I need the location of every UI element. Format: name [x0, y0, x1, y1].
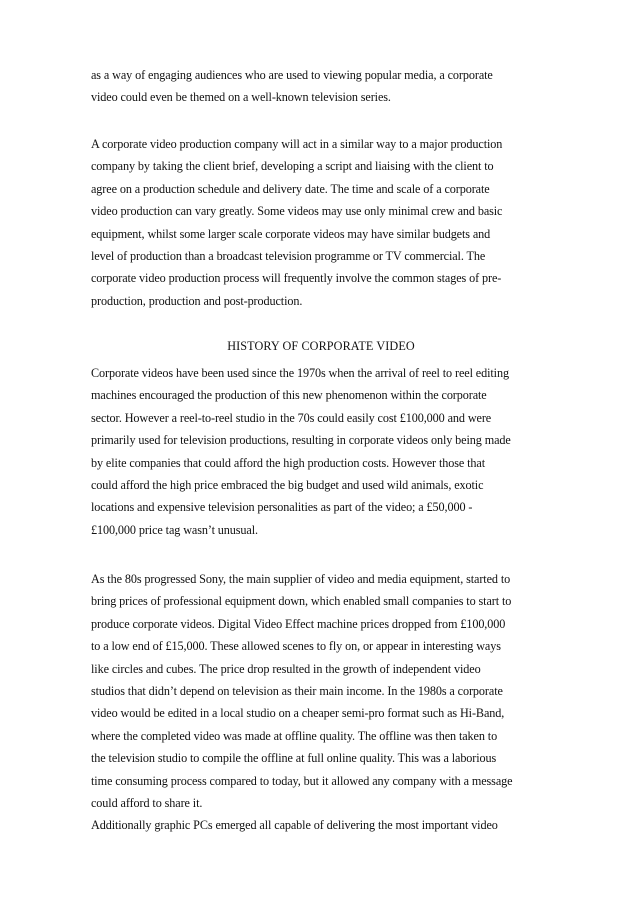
text-line: bring prices of professional equipment down, which enabled small companies to start to [91, 594, 512, 609]
text-line: production, production and post-production. [91, 293, 303, 308]
text-line: primarily used for television productions, resulting in corporate videos only being made [91, 433, 511, 448]
paragraph-production-company [91, 133, 551, 312]
text-line: where the completed video was made at offline quality. The offline was then taken to [91, 728, 498, 743]
paragraph-history-1970s [91, 362, 551, 541]
text-line: video could even be themed on a well-known television series. [91, 90, 391, 105]
text-line: Additionally graphic PCs emerged all capable of delivering the most important video [91, 818, 498, 833]
text-line: equipment, whilst some larger scale corporate videos may have similar budgets and [91, 226, 491, 241]
text-line: video would be edited in a local studio on a cheaper semi-pro format such as Hi-Band, [91, 706, 505, 721]
text-line: the television studio to compile the offline at full online quality. This was a laborious [91, 751, 497, 766]
text-line: to a low end of £15,000. These allowed scenes to fly on, or appear in interesting ways [91, 639, 501, 654]
text-line: As the 80s progressed Sony, the main supplier of video and media equipment, started to [91, 572, 511, 586]
text-line: Corporate videos have been used since the 1970s when the arrival of reel to reel editing [91, 366, 509, 380]
paragraph-intro-continued [91, 64, 551, 109]
text-line: time consuming process compared to today, but it allowed any company with a message [91, 773, 513, 788]
text-line: produce corporate videos. Digital Video Effect machine prices dropped from £100,000 [91, 616, 506, 631]
text-line: as a way of engaging audiences who are used to viewing popular media, a corporate [91, 68, 493, 82]
text-line: sector. However a reel-to-reel studio in the 70s could easily cost £100,000 and were [91, 410, 492, 425]
text-line: corporate video production process will frequently involve the common stages of pre- [91, 271, 502, 286]
paragraph-history-1980s [91, 568, 551, 837]
text-line: agree on a production schedule and delivery date. The time and scale of a corporate [91, 181, 490, 196]
text-line: machines encouraged the production of this new phenomenon within the corporate [91, 388, 487, 403]
text-line: like circles and cubes. The price drop resulted in the growth of independent video [91, 661, 481, 676]
text-line: locations and expensive television personalities as part of the video; a £50,000 - [91, 500, 473, 515]
section-heading: HISTORY OF CORPORATE VIDEO [227, 339, 415, 353]
text-line: level of production than a broadcast television programme or TV commercial. The [91, 248, 486, 263]
text-line: could afford to share it. [91, 795, 203, 810]
text-line: company by taking the client brief, developing a script and liaising with the client to [91, 159, 494, 174]
text-line: £100,000 price tag wasn’t unusual. [91, 522, 258, 537]
text-line: could afford the high price embraced the big budget and used wild animals, exotic [91, 477, 484, 492]
text-line: studios that didn’t depend on television as their main income. In the 1980s a corporate [91, 683, 503, 698]
text-line: by elite companies that could afford the high production costs. However those that [91, 455, 485, 470]
text-line: A corporate video production company will act in a similar way to a major production [91, 137, 503, 151]
text-line: video production can vary greatly. Some videos may use only minimal crew and basic [91, 204, 503, 219]
